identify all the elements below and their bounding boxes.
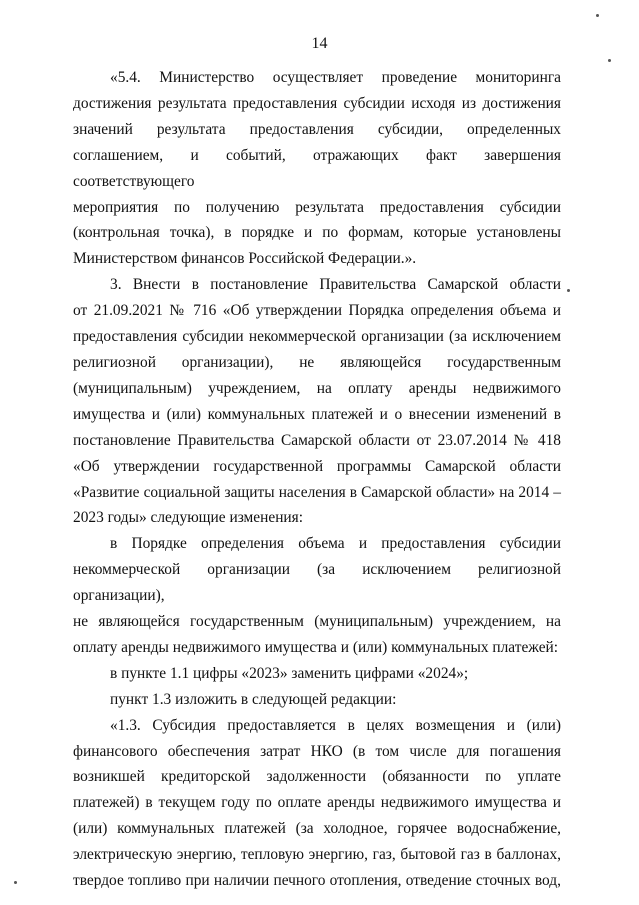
text-line: электрическую энергию, тепловую энергию, газ, бытовой газ в баллонах, bbox=[73, 846, 561, 864]
scan-speck bbox=[608, 59, 611, 62]
scan-speck bbox=[596, 14, 599, 17]
scan-speck bbox=[567, 289, 570, 292]
text-line: постановление Правительства Самарской области от 23.07.2014 № 418 bbox=[73, 431, 561, 449]
text-line: возникшей кредиторской задолженности (обязанности по уплате bbox=[73, 768, 561, 786]
text-line: финансового обеспечения затрат НКО (в том числе для погашения bbox=[73, 742, 561, 760]
text-line: пункт 1.3 изложить в следующей редакции: bbox=[110, 690, 397, 708]
text-line: не являющейся государственным (муниципальным) учреждением, на bbox=[73, 613, 561, 631]
text-line: (или) коммунальных платежей (за холодное, горячее водоснабжение, bbox=[73, 820, 561, 838]
text-line: мероприятия по получению результата предоставления субсидии bbox=[73, 198, 561, 216]
scan-speck bbox=[14, 881, 17, 884]
text-line: «5.4. Министерство осуществляет проведение мониторинга bbox=[110, 69, 561, 86]
paragraph-5-4 bbox=[73, 65, 561, 272]
text-line: Министерством финансов Российской Федерации.». bbox=[73, 250, 417, 268]
text-line: значений результата предоставления субсидии, определенных bbox=[73, 120, 561, 138]
paragraph-clause-1-3 bbox=[73, 713, 561, 894]
text-line: соглашением, и событий, отражающих факт завершения соответствующего bbox=[73, 146, 561, 190]
text-line: достижения результата предоставления субсидии исходя из достижения bbox=[73, 94, 561, 112]
text-line: в пункте 1.1 цифры «2023» заменить цифрами «2024»; bbox=[110, 664, 469, 682]
text-line: «Развитие социальной защиты населения в Самарской области» на 2014 – bbox=[73, 483, 561, 501]
text-line: «1.3. Субсидия предоставляется в целях возмещения и (или) bbox=[110, 716, 561, 734]
text-line: предоставления субсидии некоммерческой организации (за исключением bbox=[73, 328, 561, 346]
text-line: 2023 годы» следующие изменения: bbox=[73, 509, 304, 527]
text-line: оплату аренды недвижимого имущества и (или) коммунальных платежей: bbox=[73, 638, 559, 656]
paragraph-procedure bbox=[73, 531, 561, 661]
text-line: имущества и (или) коммунальных платежей и о внесении изменений в bbox=[73, 405, 561, 423]
paragraph-clause-1-1 bbox=[73, 661, 561, 687]
text-line: 3. Внести в постановление Правительства Самарской области bbox=[110, 276, 561, 294]
paragraph-clause-1-3-intro bbox=[73, 687, 561, 713]
page-number: 14 bbox=[311, 35, 328, 52]
document-body bbox=[73, 65, 561, 894]
text-line: (муниципальным) учреждением, на оплату аренды недвижимого bbox=[73, 379, 561, 397]
text-line: от 21.09.2021 № 716 «Об утверждении Порядка определения объема и bbox=[73, 302, 561, 320]
text-line: твердое топливо при наличии печного отопления, отведение сточных вод, bbox=[73, 872, 561, 890]
text-line: в Порядке определения объема и предоставления субсидии bbox=[110, 535, 561, 553]
text-line: «Об утверждении государственной программы Самарской области bbox=[73, 457, 561, 475]
text-line: некоммерческой организации (за исключением религиозной организации), bbox=[73, 561, 561, 605]
text-line: религиозной организации), не являющейся государственным bbox=[73, 353, 561, 371]
text-line: платежей) в текущем году по оплате аренды недвижимого имущества и bbox=[73, 794, 561, 812]
paragraph-item-3 bbox=[73, 272, 561, 531]
text-line: (контрольная точка), в порядке и по формам, которые установлены bbox=[73, 224, 561, 242]
